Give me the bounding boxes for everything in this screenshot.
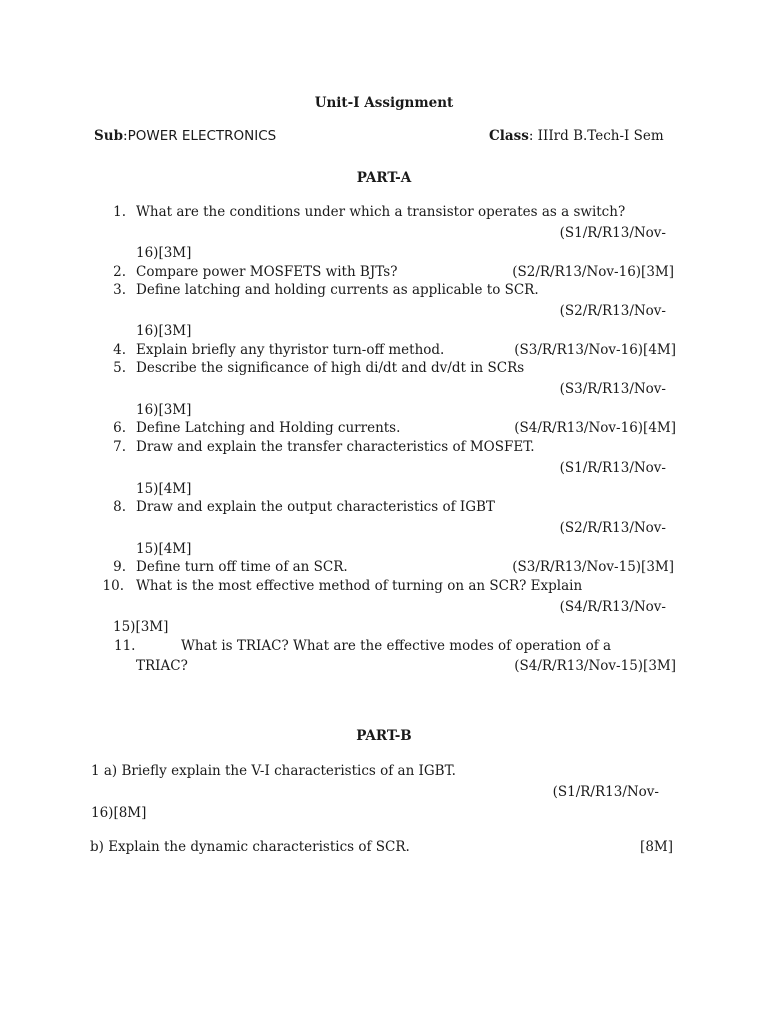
part-a-heading: PART-A (356, 170, 412, 186)
question-reference: (S2/R/R13/Nov-16)[3M] (512, 264, 674, 280)
question-reference: (S4/R/R13/Nov-16)[4M] (514, 420, 676, 436)
question-number: 7. (113, 439, 126, 455)
question-number: 9. (113, 559, 126, 575)
question-text: Define latching and holding currents as applicable to SCR. (136, 282, 539, 298)
question-reference-cont: 16)[8M] (91, 805, 147, 821)
question-reference: (S3/R/R13/Nov-16)[4M] (514, 342, 676, 358)
question-number: 8. (113, 499, 126, 515)
question-reference-cont: 16)[3M] (136, 402, 192, 418)
question-text: What are the conditions under which a transistor operates as a switch? (136, 204, 626, 220)
question-reference: (S4/R/R13/Nov-15)[3M] (514, 658, 676, 674)
question-text-cont: TRIAC? (136, 658, 188, 674)
page-title: Unit-I Assignment (314, 95, 454, 111)
subject-separator: : (123, 128, 128, 144)
question-reference: (S1/R/R13/Nov- (552, 784, 659, 800)
question-reference-cont: 16)[3M] (136, 245, 192, 261)
question-text: Describe the significance of high di/dt and dv/dt in SCRs (136, 360, 525, 376)
question-text: Draw and explain the output characteristics of IGBT (136, 499, 495, 515)
question-number: 1. (113, 204, 126, 220)
question-reference: (S2/R/R13/Nov- (559, 303, 666, 319)
question-reference-cont: 15)[3M] (113, 619, 169, 635)
part-b-question-1a: 1 a) Briefly explain the V-I characteristics of an IGBT. (91, 763, 456, 779)
question-number: 11. (114, 638, 136, 654)
part-b-question-1b: b) Explain the dynamic characteristics of SCR. (90, 839, 410, 855)
question-reference-cont: 15)[4M] (136, 481, 192, 497)
question-number: 6. (113, 420, 126, 436)
question-number: 2. (113, 264, 126, 280)
question-text: Define turn off time of an SCR. (136, 559, 348, 575)
question-number: 5. (113, 360, 126, 376)
part-b-heading: PART-B (356, 728, 412, 744)
question-number: 4. (113, 342, 126, 358)
question-number: 10. (102, 578, 124, 594)
class-line (489, 127, 664, 145)
subject-line (94, 127, 276, 145)
question-reference: (S1/R/R13/Nov- (559, 460, 666, 476)
subject-label: Sub (94, 128, 124, 144)
question-number: 3. (113, 282, 126, 298)
question-text: What is the most effective method of turning on an SCR? Explain (136, 578, 583, 594)
question-reference-cont: 16)[3M] (136, 323, 192, 339)
subject-value: POWER ELECTRONICS (127, 128, 277, 144)
question-marks: [8M] (640, 839, 673, 855)
class-value: IIIrd B.Tech-I Sem (533, 128, 664, 144)
question-text: Draw and explain the transfer characteristics of MOSFET. (136, 439, 535, 455)
class-separator: : (528, 128, 534, 144)
question-reference: (S4/R/R13/Nov- (559, 599, 666, 615)
question-text: Explain briefly any thyristor turn-off method. (136, 342, 445, 358)
question-reference-cont: 15)[4M] (136, 541, 192, 557)
question-text: Define Latching and Holding currents. (136, 420, 401, 436)
question-text: Compare power MOSFETS with BJTs? (136, 264, 398, 280)
question-reference: (S3/R/R13/Nov- (559, 381, 666, 397)
class-label: Class (489, 128, 529, 144)
question-reference: (S1/R/R13/Nov- (559, 225, 666, 241)
question-reference: (S2/R/R13/Nov- (559, 520, 666, 536)
question-reference: (S3/R/R13/Nov-15)[3M] (512, 559, 674, 575)
question-text: What is TRIAC? What are the effective modes of operation of a (181, 638, 612, 654)
